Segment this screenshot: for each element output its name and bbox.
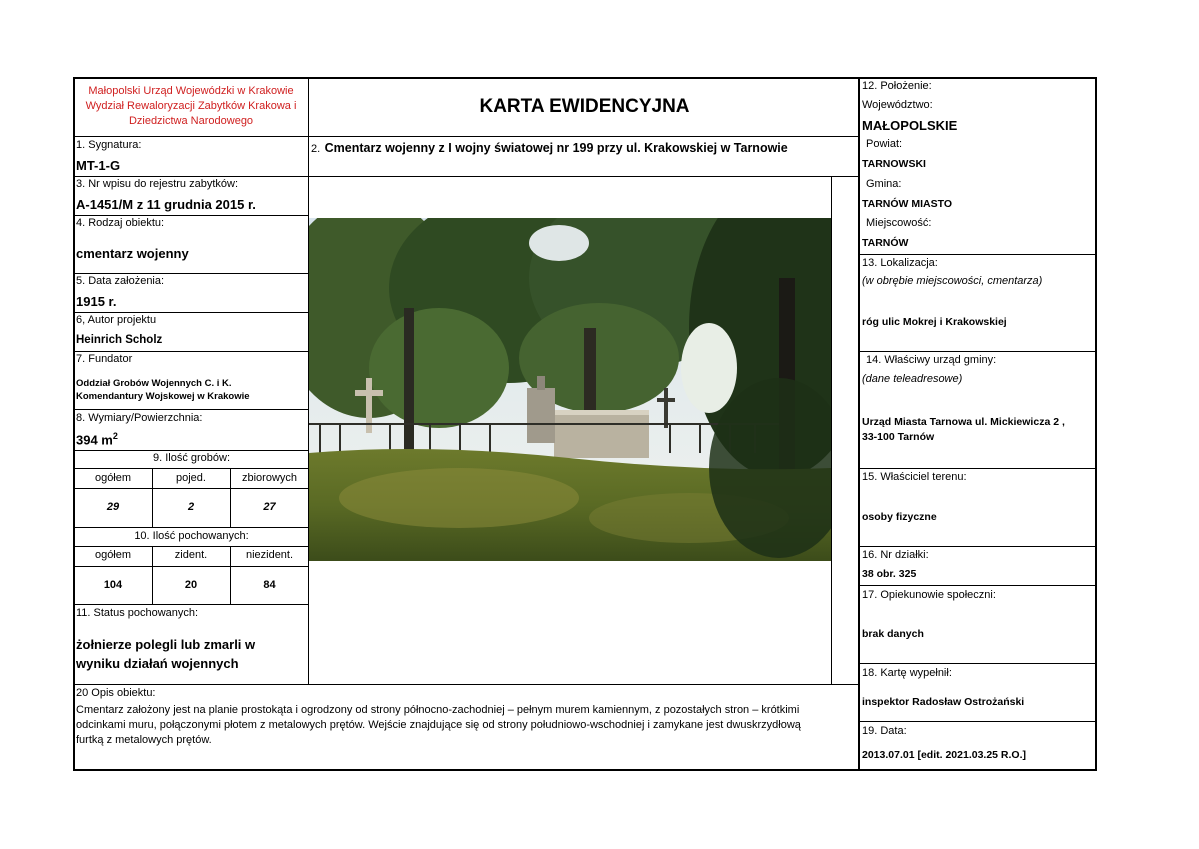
- urzad-line-1: Urząd Miasta Tarnowa ul. Mickiewicza 2 ,: [862, 416, 1065, 428]
- institution-line-2: Wydział Rewaloryzacji Zabytków Krakowa i: [85, 100, 297, 112]
- dzialka-label: 16. Nr działki:: [862, 549, 929, 561]
- miejscowosc-label: Miejscowość:: [866, 217, 932, 229]
- opiekunowie-value: brak danych: [862, 628, 924, 640]
- groby-value-zbiorowych: 27: [263, 501, 276, 513]
- wypelnil-label: 18. Kartę wypełnił:: [862, 667, 952, 679]
- page-title: KARTA EWIDENCYJNA: [479, 96, 690, 117]
- institution-line-1: Małopolski Urząd Wojewódzki w Krakowie: [88, 85, 294, 97]
- powiat-label: Powiat:: [866, 138, 903, 150]
- groby-value-pojed: 2: [187, 501, 195, 513]
- sygnatura-value: MT-1-G: [76, 158, 121, 173]
- groby-value-ogolem: 29: [106, 501, 120, 513]
- data-wypelnienia-label: 19. Data:: [862, 725, 907, 737]
- status-line-2: wyniku działań wojennych: [76, 656, 239, 671]
- dzialka-value: 38 obr. 325: [862, 568, 917, 580]
- pochowani-header-ogolem: ogółem: [94, 549, 132, 561]
- wlasciciel-value: osoby fizyczne: [862, 511, 937, 523]
- wymiary-label: 8. Wymiary/Powierzchnia:: [76, 412, 203, 424]
- autor-value: Heinrich Scholz: [76, 334, 163, 346]
- pochowani-value-ogolem: 104: [103, 579, 123, 591]
- wymiary-sup: 2: [112, 431, 118, 441]
- sygnatura-label: 1. Sygnatura:: [76, 139, 142, 151]
- gmina-value: TARNÓW MIASTO: [862, 198, 953, 210]
- pochowani-value-zident: 20: [184, 579, 198, 591]
- miejscowosc-value: TARNÓW: [862, 237, 909, 249]
- lokalizacja-value: róg ulic Mokrej i Krakowskiej: [862, 316, 1007, 328]
- cemetery-photo: [309, 218, 831, 561]
- wymiary-number: 394 m: [76, 432, 113, 448]
- object-name-text: Cmentarz wojenny z I wojny światowej nr 199 przy ul. Krakowskiej w Tarnowie: [324, 141, 788, 155]
- wojewodztwo-value: MAŁOPOLSKIE: [862, 118, 958, 133]
- powiat-value: TARNOWSKI: [862, 158, 926, 170]
- opiekunowie-label: 17. Opiekunowie społeczni:: [862, 589, 996, 601]
- data-wypelnienia-value: 2013.07.01 [edit. 2021.03.25 R.O.]: [862, 749, 1027, 761]
- polozenie-label: 12. Położenie:: [862, 80, 932, 92]
- pochowani-label: 10. Ilość pochowanych:: [134, 530, 249, 542]
- object-name-prefix: 2.: [311, 143, 321, 155]
- pochowani-header-niezident: niezident.: [245, 549, 294, 561]
- fundator-line-1: Oddział Grobów Wojennych C. i K.: [76, 378, 232, 389]
- wypelnil-value: inspektor Radosław Ostrożański: [862, 696, 1025, 708]
- object-name: [311, 139, 859, 157]
- opis-line-1: Cmentarz założony jest na planie prostokąta i ogrodzony od strony północno-zachodniej – pełnym murem kamiennym, z pozostałych stron – krótkimi: [76, 704, 800, 716]
- rodzaj-value: cmentarz wojenny: [76, 246, 189, 261]
- pochowani-header-zident: zident.: [174, 549, 208, 561]
- data-zalozenia-label: 5. Data założenia:: [76, 275, 165, 287]
- fundator-label: 7. Fundator: [76, 353, 133, 365]
- autor-label: 6, Autor projektu: [76, 314, 157, 326]
- wlasciciel-label: 15. Właściciel terenu:: [862, 471, 967, 483]
- wymiary-value: [76, 431, 118, 447]
- data-zalozenia-value: 1915 r.: [76, 294, 117, 309]
- groby-header-zbiorowych: zbiorowych: [241, 472, 298, 484]
- groby-header-ogolem: ogółem: [94, 472, 132, 484]
- urzad-line-2: 33-100 Tarnów: [862, 431, 935, 443]
- institution-line-3: Dziedzictwa Narodowego: [128, 115, 254, 127]
- nr-wpisu-value: A-1451/M z 11 grudnia 2015 r.: [76, 197, 256, 212]
- opis-line-2: odcinkami muru, połączonymi płotem z metalowych prętów. Wejście znajdujące się od strony południowo-wschodniej i zamykane jest dwuskrzydłową: [76, 719, 801, 731]
- wojewodztwo-label: Województwo:: [862, 99, 933, 111]
- fundator-line-2: Komendantury Wojskowej w Krakowie: [76, 391, 250, 402]
- lokalizacja-hint: (w obrębie miejscowości, cmentarza): [862, 275, 1043, 287]
- institution-header: [75, 84, 307, 129]
- lokalizacja-label: 13. Lokalizacja:: [862, 257, 938, 269]
- groby-header-pojed: pojed.: [176, 472, 206, 484]
- gmina-label: Gmina:: [866, 178, 902, 190]
- opis-line-3: furtką z metalowych prętów.: [76, 734, 212, 746]
- pochowani-value-niezident: 84: [263, 579, 276, 591]
- urzad-hint: (dane teleadresowe): [862, 373, 963, 385]
- opis-label: 20 Opis obiektu:: [76, 687, 156, 699]
- status-label: 11. Status pochowanych:: [76, 607, 199, 619]
- urzad-label: 14. Właściwy urząd gminy:: [866, 354, 997, 366]
- status-line-1: żołnierze polegli lub zmarli w: [76, 637, 256, 652]
- groby-label: 9. Ilość grobów:: [152, 452, 231, 464]
- cemetery-photo-image: [309, 218, 831, 561]
- nr-wpisu-label: 3. Nr wpisu do rejestru zabytków:: [76, 178, 239, 190]
- rodzaj-label: 4. Rodzaj obiektu:: [76, 217, 165, 229]
